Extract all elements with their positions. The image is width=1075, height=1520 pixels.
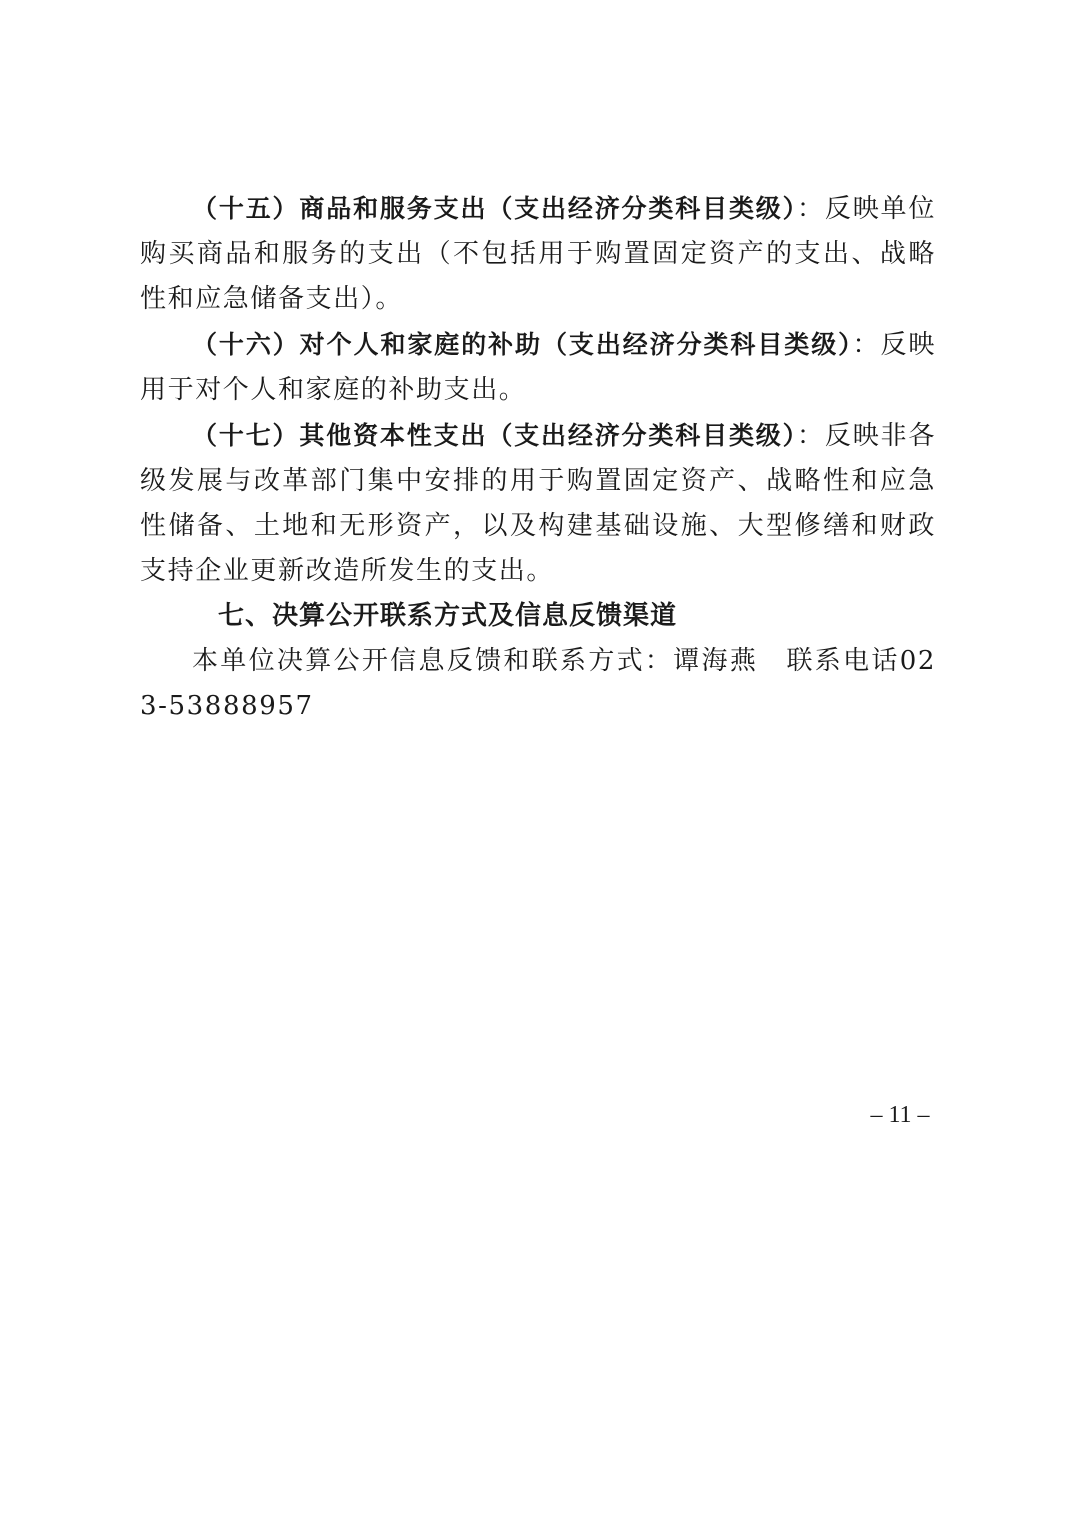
paragraph-heading: （十七）其他资本性支出（支出经济分类科目类级） [192,421,797,450]
paragraph-text: ：反映单位购买商品和服务的支出（不包括用于购置固定资产的支出、战略性和应急储备支出）。 [140,194,936,314]
document-body [140,186,936,729]
paragraph-other-capital [140,413,936,594]
paragraph-text: ：反映用于对个人和家庭的补助支出。 [140,330,936,405]
paragraph-household-subsidy [140,322,936,413]
paragraph-heading: （十六）对个人和家庭的补助（支出经济分类科目类级） [192,330,853,359]
page-number: – 11 – [870,1102,930,1128]
paragraph-heading: （十五）商品和服务支出（支出经济分类科目类级） [192,194,797,223]
paragraph-text: ：反映非各级发展与改革部门集中安排的用于购置固定资产、战略性和应急性储备、土地和无形资产，以及构建基础设施、大型修缮和财政支持企业更新改造所发生的支出。 [140,421,936,586]
contact-paragraph: 本单位决算公开信息反馈和联系方式：谭海燕 联系电话023-53888957 [140,646,936,721]
paragraph-goods-services [140,186,936,322]
section-heading-contact: 七、决算公开联系方式及信息反馈渠道 [218,601,678,631]
